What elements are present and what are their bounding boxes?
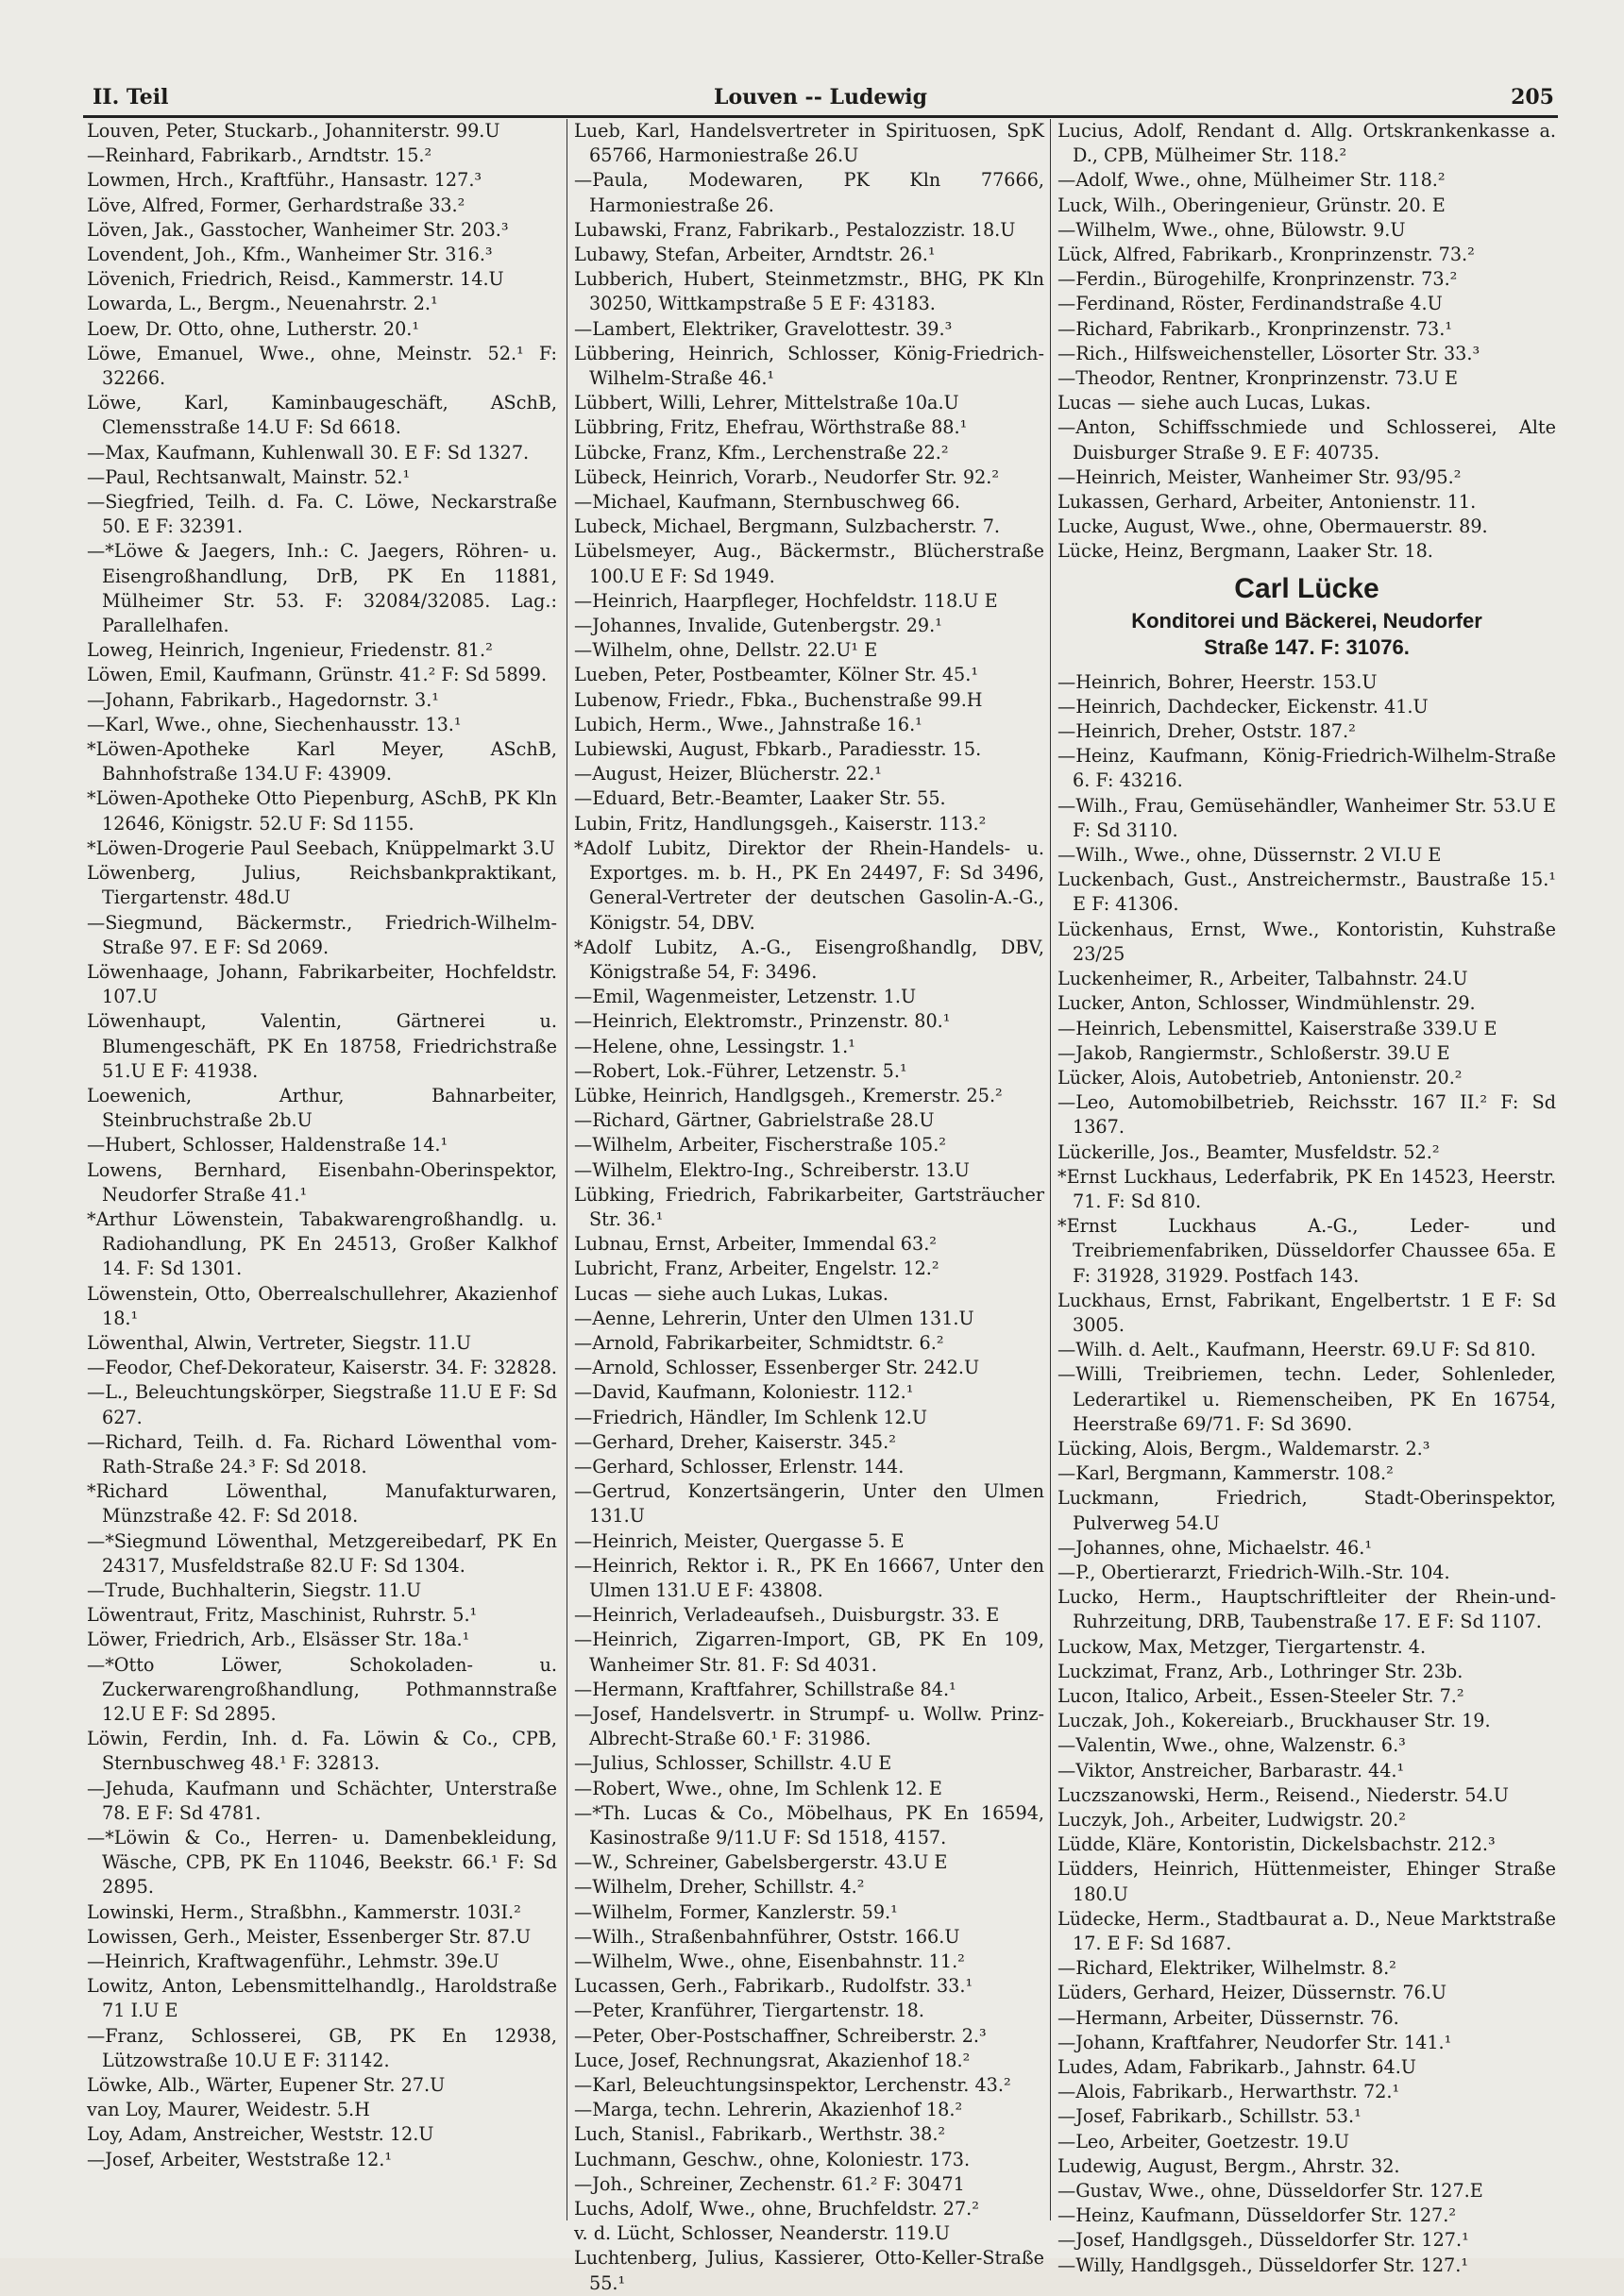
directory-entry: —Helene, ohne, Lessingstr. 1.¹ (574, 1035, 855, 1057)
directory-entry: Lubnau, Ernst, Arbeiter, Immendal 63.² (574, 1233, 938, 1256)
directory-entry: Lübcke, Franz, Kfm., Lerchenstraße 22.² (574, 441, 949, 464)
directory-entry: —Wilhelm, ohne, Dellstr. 22.U¹ E (574, 639, 878, 662)
directory-entry: —Adolf, Wwe., ohne, Mülheimer Str. 118.² (1057, 169, 1446, 192)
directory-entry: —Johannes, ohne, Michaelstr. 46.¹ (1057, 1536, 1373, 1559)
directory-entry: Lübelsmeyer, Aug., Bäckermstr., Blücherstraße 100.U E F: Sd 1949. (574, 540, 1044, 587)
directory-entry: Lucius, Adolf, Rendant d. Allg. Ortskrankenkasse a. D., CPB, Mülheimer Str. 118.² (1057, 120, 1556, 167)
directory-entry: —Siegmund, Bäckermstr., Friedrich-Wilhelm-Straße 97. E F: Sd 2069. (87, 911, 557, 958)
directory-entry: —Rich., Hilfsweichensteller, Lösorter Str. 33.³ (1057, 342, 1480, 364)
directory-entry: Lüders, Gerhard, Heizer, Düssernstr. 76.U (1057, 1982, 1447, 2004)
directory-entry: Lübke, Heinrich, Handlgsgeh., Kremerstr. 25.² (574, 1084, 1003, 1106)
directory-entry: Löwer, Friedrich, Arb., Elsässer Str. 18a.¹ (87, 1629, 470, 1651)
directory-entry: Löwenstein, Otto, Oberrealschullehrer, Akazienhof 18.¹ (87, 1282, 557, 1329)
directory-entry: Lubawy, Stefan, Arbeiter, Arndtstr. 26.¹ (574, 244, 936, 266)
directory-entry: Löwentraut, Fritz, Maschinist, Ruhrstr. 5.¹ (87, 1604, 478, 1627)
directory-entry: v. d. Lücht, Schlosser, Neanderstr. 119.U (574, 2222, 951, 2245)
directory-entry: Löwen, Emil, Kaufmann, Grünstr. 41.² F: Sd 5899. (87, 664, 548, 686)
directory-entry: Lubin, Fritz, Handlungsgeh., Kaiserstr. 113.² (574, 812, 987, 835)
advert-subtitle-2: Straße 147. F: 31076. (1204, 634, 1410, 659)
directory-entry: Louven, Peter, Stuckarb., Johanniterstr. 99.U (87, 120, 500, 142)
directory-entry: —P., Obertierarzt, Friedrich-Wilh.-Str. 104. (1057, 1561, 1450, 1583)
directory-entry: —Friedrich, Händler, Im Schlenk 12.U (574, 1406, 928, 1428)
column-3 (1057, 119, 1556, 2276)
directory-entry: —Josef, Arbeiter, Weststraße 12.¹ (87, 2148, 393, 2170)
running-title: Louven -- Ludewig (713, 85, 927, 110)
directory-entry: Lowens, Bernhard, Eisenbahn-Oberinspektor, Neudorfer Straße 41.¹ (87, 1158, 557, 1206)
directory-entry: —Wilhelm, Arbeiter, Fischerstraße 105.² (574, 1134, 946, 1156)
directory-entry: —Theodor, Rentner, Kronprinzenstr. 73.U E (1057, 367, 1458, 390)
directory-entry: Luckow, Max, Metzger, Tiergartenstr. 4. (1057, 1635, 1427, 1658)
directory-entry: —Aenne, Lehrerin, Unter den Ulmen 131.U (574, 1307, 974, 1329)
directory-entry: Löwe, Karl, Kaminbaugeschäft, ASchB, Clemensstraße 14.U F: Sd 6618. (87, 392, 557, 439)
directory-entry: Lucon, Italico, Arbeit., Essen-Steeler Str. 7.² (1057, 1684, 1464, 1707)
directory-entry: Lubiewski, August, Fbkarb., Paradiesstr. 15. (574, 738, 982, 761)
directory-entry: —Johannes, Invalide, Gutenbergstr. 29.¹ (574, 615, 942, 637)
directory-entry: Ludewig, August, Bergm., Ahrstr. 32. (1057, 2154, 1400, 2177)
directory-entry: —*Otto Löwer, Schokoladen- u. Zuckerwarengroßhandlung, Pothmannstraße 12.U E F: Sd 2895. (87, 1653, 557, 1725)
directory-entry: —Reinhard, Fabrikarb., Arndtstr. 15.² (87, 144, 432, 167)
directory-entry: *Löwen-Drogerie Paul Seebach, Knüppelmarkt 3.U (87, 836, 555, 859)
directory-entry: Lövenich, Friedrich, Reisd., Kammerstr. 14.U (87, 268, 504, 291)
directory-entry: Löwenhaage, Johann, Fabrikarbeiter, Hochfeldstr. 107.U (87, 960, 557, 1008)
directory-entry: Lücke, Heinz, Bergmann, Laaker Str. 18. (1057, 540, 1433, 563)
directory-entry: —Heinrich, Elektromstr., Prinzenstr. 80.¹ (574, 1010, 951, 1033)
column-1 (87, 119, 557, 2220)
directory-entry: —Heinrich, Verladeaufseh., Duisburgstr. 33. E (574, 1604, 1000, 1627)
directory-entry: —Heinrich, Bohrer, Heerstr. 153.U (1057, 670, 1378, 693)
directory-entry: Loy, Adam, Anstreicher, Weststr. 12.U (87, 2123, 434, 2146)
directory-entry: Luchmann, Geschw., ohne, Koloniestr. 173. (574, 2148, 971, 2170)
directory-entry: —Richard, Elektriker, Wilhelmstr. 8.² (1057, 1957, 1396, 1980)
directory-entry: —Ferdin., Bürogehilfe, Kronprinzenstr. 73.² (1057, 268, 1458, 291)
directory-entry: Lowissen, Gerh., Meister, Essenberger Str. 87.U (87, 1925, 532, 1948)
directory-entry: —Siegfried, Teilh. d. Fa. C. Löwe, Neckarstraße 50. E F: 32391. (87, 491, 557, 538)
directory-entry: —Hubert, Schlosser, Haldenstraße 14.¹ (87, 1134, 448, 1156)
directory-entry: —Feodor, Chef-Dekorateur, Kaiserstr. 34. F: 32828. (87, 1357, 558, 1379)
directory-entry: —Viktor, Anstreicher, Barbarastr. 44.¹ (1057, 1759, 1405, 1781)
directory-entry: —August, Heizer, Blücherstr. 22.¹ (574, 763, 882, 785)
directory-entry: —Jehuda, Kaufmann und Schächter, Unterstraße 78. E F: Sd 4781. (87, 1777, 557, 1824)
directory-entry: —Hermann, Kraftfahrer, Schillstraße 84.¹ (574, 1678, 956, 1700)
directory-entry: Luch, Stanisl., Fabrikarb., Werthstr. 38.² (574, 2123, 946, 2146)
directory-entry: —Heinz, Kaufmann, Düsseldorfer Str. 127.² (1057, 2204, 1457, 2227)
directory-entry: —Heinrich, Lebensmittel, Kaiserstraße 339.U E (1057, 1017, 1497, 1039)
directory-entry: Löwenhaupt, Valentin, Gärtnerei u. Blumengeschäft, PK En 18758, Friedrichstraße 51.U E F: 41938. (87, 1010, 557, 1082)
directory-entry: —Willi, Treibriemen, techn. Leder, Sohlenleder, Lederartikel u. Riemenscheiben, PK En 16754, Heerstraße 69/71. F: Sd 3690. (1057, 1363, 1556, 1435)
directory-entry: Lukassen, Gerhard, Arbeiter, Antonienstr. 11. (1057, 491, 1477, 514)
directory-entry: Luczszanowski, Herm., Reisend., Niederstr. 54.U (1057, 1783, 1509, 1806)
directory-entry: —*Siegmund Löwenthal, Metzgereibedarf, PK En 24317, Musfeldstraße 82.U F: Sd 1304. (87, 1529, 557, 1577)
directory-entry: Lucker, Anton, Schlosser, Windmühlenstr. 29. (1057, 992, 1476, 1015)
advert-title: Carl Lücke (1234, 572, 1379, 604)
directory-entry: Lubich, Herm., Wwe., Jahnstraße 16.¹ (574, 713, 922, 735)
directory-entry: Lubricht, Franz, Arbeiter, Engelstr. 12.² (574, 1258, 939, 1280)
directory-entry: —Wilhelm, Wwe., ohne, Bülowstr. 9.U (1057, 218, 1406, 241)
directory-entry: Lübeck, Heinrich, Vorarb., Neudorfer Str. 92.² (574, 465, 1000, 488)
directory-entry: Lucas — siehe auch Lucas, Lukas. (1057, 392, 1372, 414)
directory-entry: Löwenthal, Alwin, Vertreter, Siegstr. 11.U (87, 1331, 471, 1354)
directory-entry: —Max, Kaufmann, Kuhlenwall 30. E F: Sd 1327. (87, 441, 530, 464)
directory-entry: Löwin, Ferdin, Inh. d. Fa. Löwin & Co., CPB, Sternbuschweg 48.¹ F: 32813. (87, 1728, 557, 1775)
directory-entry: *Löwen-Apotheke Karl Meyer, ASchB, Bahnhofstraße 134.U F: 43909. (87, 738, 557, 785)
directory-entry: —Leo, Arbeiter, Goetzestr. 19.U (1057, 2130, 1350, 2152)
advertisement (1057, 570, 1556, 661)
directory-entry: Luckenheimer, R., Arbeiter, Talbahnstr. 24.U (1057, 968, 1468, 990)
directory-entry: Lowitz, Anton, Lebensmittelhandlg., Haroldstraße 71 I.U E (87, 1975, 557, 2022)
directory-entry: Lückerille, Jos., Beamter, Musfeldstr. 52.² (1057, 1140, 1440, 1163)
directory-entry: —Johann, Fabrikarb., Hagedornstr. 3.¹ (87, 688, 439, 711)
directory-entry: —Anton, Schiffsschmiede und Schlosserei, Alte Duisburger Straße 9. E F: 40735. (1057, 416, 1556, 464)
directory-entry: —Heinz, Kaufmann, König-Friedrich-Wilhelm-Straße 6. F: 43216. (1057, 745, 1556, 792)
directory-entry: *Arthur Löwenstein, Tabakwarengroßhandlg. u. Radiohandlung, PK En 24513, Großer Kalkhof 14. F: Sd 1301. (87, 1207, 557, 1280)
section-label: II. Teil (93, 85, 169, 110)
directory-entry: Lucke, August, Wwe., ohne, Obermauerstr. 89. (1057, 515, 1488, 538)
directory-entry: —Joh., Schreiner, Zechenstr. 61.² F: 30471 (574, 2172, 965, 2195)
directory-entry: Lüdde, Kläre, Kontoristin, Dickelsbachstr. 212.³ (1057, 1833, 1496, 1856)
directory-entry: Loewenich, Arthur, Bahnarbeiter, Steinbruchstraße 2b.U (87, 1084, 557, 1132)
directory-entry: Löwenberg, Julius, Reichsbankpraktikant, Tiergartenstr. 48d.U (87, 862, 557, 909)
directory-entry: Lückenhaus, Ernst, Wwe., Kontoristin, Kuhstraße 23/25 (1057, 918, 1556, 965)
directory-entry: —Richard, Teilh. d. Fa. Richard Löwenthal vom-Rath-Straße 24.³ F: Sd 2018. (87, 1430, 557, 1477)
page-number: 205 (1511, 85, 1554, 110)
directory-entry: —Wilh., Frau, Gemüsehändler, Wanheimer Str. 53.U E F: Sd 3110. (1057, 794, 1556, 841)
directory-entry: *Löwen-Apotheke Otto Piepenburg, ASchB, PK Kln 12646, Königstr. 52.U F: Sd 1155. (87, 787, 557, 835)
directory-entry: Luckzimat, Franz, Arb., Lothringer Str. 23b. (1057, 1660, 1463, 1682)
directory-entry: Lucko, Herm., Hauptschriftleiter der Rhein-und-Ruhrzeitung, DRB, Taubenstraße 17. E F: Sd 1107. (1057, 1586, 1556, 1633)
directory-entry: *Ernst Luckhaus, Lederfabrik, PK En 14523, Heerstr. 71. F: Sd 810. (1057, 1165, 1556, 1212)
directory-entry: —Willy, Handlgsgeh., Düsseldorfer Str. 127.¹ (1057, 2254, 1469, 2276)
directory-entry: Luczyk, Joh., Arbeiter, Ludwigstr. 20.² (1057, 1809, 1406, 1831)
directory-entry: —Arnold, Fabrikarbeiter, Schmidtstr. 6.² (574, 1331, 944, 1354)
directory-entry: —Richard, Fabrikarb., Kronprinzenstr. 73.¹ (1057, 317, 1453, 340)
directory-entry: —Leo, Automobilbetrieb, Reichsstr. 167 II.² F: Sd 1367. (1057, 1091, 1556, 1139)
columns-container (83, 119, 1558, 2294)
directory-entry: Luckenbach, Gust., Anstreichermstr., Baustraße 15.¹ E F: 41306. (1057, 869, 1556, 916)
directory-entry: Lueb, Karl, Handelsvertreter in Spirituosen, SpK 65766, Harmoniestraße 26.U (574, 120, 1044, 167)
directory-entry: —Ferdinand, Röster, Ferdinandstraße 4.U (1057, 293, 1443, 315)
directory-entry: Lowarda, L., Bergm., Neuenahrstr. 2.¹ (87, 293, 438, 315)
directory-entry: —Heinrich, Meister, Quergasse 5. E (574, 1529, 905, 1552)
directory-entry: Luchs, Adolf, Wwe., ohne, Bruchfeldstr. 27.² (574, 2198, 979, 2220)
directory-entry: —Josef, Handlgsgeh., Düsseldorfer Str. 127.¹ (1057, 2229, 1469, 2252)
directory-entry: Löwke, Alb., Wärter, Eupener Str. 27.U (87, 2074, 446, 2097)
directory-entry: —David, Kaufmann, Koloniestr. 112.¹ (574, 1381, 914, 1404)
directory-entry: —Heinrich, Zigarren-Import, GB, PK En 109, Wanheimer Str. 81. F: Sd 4031. (574, 1629, 1044, 1676)
directory-entry: —Eduard, Betr.-Beamter, Laaker Str. 55. (574, 787, 946, 810)
directory-entry: —Robert, Wwe., ohne, Im Schlenk 12. E (574, 1777, 942, 1799)
directory-entry: Ludes, Adam, Fabrikarb., Jahnstr. 64.U (1057, 2056, 1416, 2079)
directory-entry: —*Th. Lucas & Co., Möbelhaus, PK En 16594, Kasinostraße 9/11.U F: Sd 1518, 4157. (574, 1801, 1044, 1849)
directory-entry: —Wilhelm, Former, Kanzlerstr. 59.¹ (574, 1900, 898, 1923)
directory-entry: —Josef, Fabrikarb., Schillstr. 53.¹ (1057, 2105, 1362, 2128)
directory-entry: —Julius, Schlosser, Schillstr. 4.U E (574, 1752, 892, 1775)
column-divider (1050, 119, 1051, 2220)
directory-entry: —Marga, techn. Lehrerin, Akazienhof 18.² (574, 2099, 963, 2121)
directory-entry: Löven, Jak., Gasstocher, Wanheimer Str. 203.³ (87, 218, 509, 241)
directory-entry: —Wilhelm, Elektro-Ing., Schreiberstr. 13.U (574, 1158, 970, 1181)
directory-entry: —Gertrud, Konzertsängerin, Unter den Ulmen 131.U (574, 1480, 1044, 1528)
directory-entry: —Heinrich, Dreher, Oststr. 187.² (1057, 720, 1356, 743)
directory-entry: *Richard Löwenthal, Manufakturwaren, Münzstraße 42. F: Sd 2018. (87, 1480, 557, 1528)
directory-entry: Lubberich, Hubert, Steinmetzmstr., BHG, PK Kln 30250, Wittkampstraße 5 E F: 43183. (574, 268, 1044, 315)
directory-entry: Lübbert, Willi, Lehrer, Mittelstraße 10a.U (574, 392, 959, 414)
directory-entry: —Heinrich, Rektor i. R., PK En 16667, Unter den Ulmen 131.U E F: 43808. (574, 1554, 1044, 1601)
directory-entry: —Lambert, Elektriker, Gravelottestr. 39.³ (574, 317, 953, 340)
directory-entry: —Jakob, Rangiermstr., Schloßerstr. 39.U E (1057, 1041, 1450, 1064)
directory-entry: —Paula, Modewaren, PK Kln 77666, Harmoniestraße 26. (574, 169, 1044, 216)
directory-entry: —Josef, Handelsvertr. in Strumpf- u. Wollw. Prinz-Albrecht-Straße 60.¹ F: 31986. (574, 1703, 1044, 1750)
directory-entry: Loweg, Heinrich, Ingenieur, Friedenstr. 81.² (87, 639, 493, 662)
directory-entry: —Wilhelm, Wwe., ohne, Eisenbahnstr. 11.² (574, 1950, 965, 1973)
directory-entry: —Trude, Buchhalterin, Siegstr. 11.U (87, 1578, 422, 1601)
directory-entry: Lübbering, Heinrich, Schlosser, König-Friedrich-Wilhelm-Straße 46.¹ (574, 342, 1044, 390)
directory-entry: Lücking, Alois, Bergm., Waldemarstr. 2.³ (1057, 1437, 1430, 1460)
directory-entry: Loew, Dr. Otto, ohne, Lutherstr. 20.¹ (87, 317, 420, 340)
directory-entry: *Adolf Lubitz, Direktor der Rhein-Handels- u. Exportges. m. b. H., PK En 24497, F: Sd 3496, General-Vertreter der deutschen Gasolin-A.-G., Königstr. 54, DBV. (574, 836, 1044, 934)
directory-entry: van Loy, Maurer, Weidestr. 5.H (87, 2099, 370, 2121)
directory-entry: —Gustav, Wwe., ohne, Düsseldorfer Str. 127.E (1057, 2180, 1483, 2203)
directory-entry: —Valentin, Wwe., ohne, Walzenstr. 6.³ (1057, 1734, 1406, 1757)
directory-entry: *Ernst Luckhaus A.-G., Leder- und Treibriemenfabriken, Düsseldorfer Chaussee 65a. E F: 31928, 31929. Postfach 143. (1057, 1215, 1556, 1287)
directory-entry: —Gerhard, Schlosser, Erlenstr. 144. (574, 1455, 905, 1477)
directory-entry: —Franz, Schlosserei, GB, PK En 12938, Lützowstraße 10.U E F: 31142. (87, 2024, 557, 2071)
column-2 (574, 119, 1044, 2294)
directory-entry: —Robert, Lok.-Führer, Letzenstr. 5.¹ (574, 1059, 907, 1082)
directory-entry: —Arnold, Schlosser, Essenberger Str. 242.U (574, 1357, 980, 1379)
directory-entry: —L., Beleuchtungskörper, Siegstraße 11.U E F: Sd 627. (87, 1381, 557, 1428)
directory-entry: —Wilhelm, Dreher, Schillstr. 4.² (574, 1876, 865, 1899)
directory-entry: Lowinski, Herm., Straßbhn., Kammerstr. 103I.² (87, 1900, 521, 1923)
directory-entry: *Adolf Lubitz, A.-G., Eisengroßhandlg, DBV, Königstraße 54, F: 3496. (574, 936, 1044, 983)
directory-entry: —Heinrich, Haarpfleger, Hochfeldstr. 118.U E (574, 589, 998, 612)
directory-entry: Luckhaus, Ernst, Fabrikant, Engelbertstr. 1 E F: Sd 3005. (1057, 1289, 1556, 1336)
directory-entry: —Richard, Gärtner, Gabrielstraße 28.U (574, 1109, 935, 1132)
directory-entry: —Wilh. d. Aelt., Kaufmann, Heerstr. 69.U F: Sd 810. (1057, 1339, 1536, 1361)
directory-entry: —Wilh., Straßenbahnführer, Oststr. 166.U (574, 1925, 960, 1948)
directory-entry: Luchtenberg, Julius, Kassierer, Otto-Keller-Straße 55.¹ (574, 2247, 1044, 2294)
directory-entry: Lucas — siehe auch Lukas, Lukas. (574, 1282, 888, 1305)
directory-entry: Lücker, Alois, Autobetrieb, Antonienstr. 20.² (1057, 1066, 1463, 1089)
directory-entry: Lübking, Friedrich, Fabrikarbeiter, Gartsträucher Str. 36.¹ (574, 1183, 1044, 1230)
directory-entry: Luczak, Joh., Kokereiarb., Bruckhauser Str. 19. (1057, 1710, 1491, 1732)
directory-entry: —Johann, Kraftfahrer, Neudorfer Str. 141.¹ (1057, 2031, 1452, 2053)
directory-entry: Lucassen, Gerh., Fabrikarb., Rudolfstr. 33.¹ (574, 1975, 973, 1998)
advert-subtitle: Konditorei und Bäckerei, Neudorfer (1131, 608, 1482, 633)
directory-entry: —Karl, Wwe., ohne, Siechenhausstr. 13.¹ (87, 713, 462, 735)
directory-entry: —Karl, Bergmann, Kammerstr. 108.² (1057, 1462, 1394, 1485)
directory-entry: —Gerhard, Dreher, Kaiserstr. 345.² (574, 1430, 896, 1453)
directory-entry: Lubawski, Franz, Fabrikarb., Pestalozzistr. 18.U (574, 218, 1016, 241)
directory-entry: Lubeck, Michael, Bergmann, Sulzbacherstr. 7. (574, 515, 1001, 538)
directory-entry: —*Löwe & Jaegers, Inh.: C. Jaegers, Röhren- u. Eisengroßhandlung, DrB, PK En 11881, Mülheimer Str. 53. F: 32084/32085. Lag.: Parallelhafen. (87, 540, 557, 637)
directory-entry: —Wilh., Wwe., ohne, Düssernstr. 2 VI.U E (1057, 844, 1442, 867)
directory-entry: Luckmann, Friedrich, Stadt-Oberinspektor, Pulverweg 54.U (1057, 1487, 1556, 1534)
directory-entry: —Alois, Fabrikarb., Herwarthstr. 72.¹ (1057, 2081, 1400, 2103)
directory-entry: —Peter, Ober-Postschaffner, Schreiberstr. 2.³ (574, 2024, 987, 2047)
directory-entry: Löwe, Emanuel, Wwe., ohne, Meinstr. 52.¹ F: 32266. (87, 342, 557, 390)
directory-entry: —Karl, Beleuchtungsinspektor, Lerchenstr. 43.² (574, 2074, 1011, 2097)
directory-entry: —Michael, Kaufmann, Sternbuschweg 66. (574, 491, 960, 514)
directory-entry: Lüdecke, Herm., Stadtbaurat a. D., Neue Marktstraße 17. E F: Sd 1687. (1057, 1907, 1556, 1955)
directory-entry: —W., Schreiner, Gabelsbergerstr. 43.U E (574, 1851, 948, 1874)
directory-entry: —Heinrich, Kraftwagenführ., Lehmstr. 39e.U (87, 1950, 499, 1973)
directory-entry: —*Löwin & Co., Herren- u. Damenbekleidung, Wäsche, CPB, PK En 11046, Beekstr. 66.¹ F: Sd 2895. (87, 1827, 557, 1899)
directory-entry: —Emil, Wagenmeister, Letzenstr. 1.U (574, 986, 917, 1008)
directory-entry: —Heinrich, Dachdecker, Eickenstr. 41.U (1057, 695, 1429, 718)
directory-entry: —Paul, Rechtsanwalt, Mainstr. 52.¹ (87, 465, 411, 488)
directory-entry: —Heinrich, Meister, Wanheimer Str. 93/95.² (1057, 465, 1462, 488)
directory-entry: Lovendent, Joh., Kfm., Wanheimer Str. 316.³ (87, 244, 493, 266)
directory-entry: Lück, Alfred, Fabrikarb., Kronprinzenstr. 73.² (1057, 244, 1475, 266)
directory-entry: Luce, Josef, Rechnungsrat, Akazienhof 18.² (574, 2049, 971, 2071)
directory-entry: Lubenow, Friedr., Fbka., Buchenstraße 99.H (574, 688, 983, 711)
directory-entry: Lueben, Peter, Postbeamter, Kölner Str. 45.¹ (574, 664, 979, 686)
directory-entry: Löve, Alfred, Former, Gerhardstraße 33.² (87, 194, 465, 216)
directory-entry: —Hermann, Arbeiter, Düssernstr. 76. (1057, 2006, 1399, 2029)
directory-entry: Luck, Wilh., Oberingenieur, Grünstr. 20. E (1057, 194, 1446, 216)
directory-entry: Lübbring, Fritz, Ehefrau, Wörthstraße 88.¹ (574, 416, 968, 439)
page-header (83, 83, 1558, 118)
directory-entry: —Peter, Kranführer, Tiergartenstr. 18. (574, 2000, 924, 2022)
directory-entry: Lüdders, Heinrich, Hüttenmeister, Ehinger Straße 180.U (1057, 1858, 1556, 1905)
directory-entry: Lowmen, Hrch., Kraftführ., Hansastr. 127.³ (87, 169, 482, 192)
